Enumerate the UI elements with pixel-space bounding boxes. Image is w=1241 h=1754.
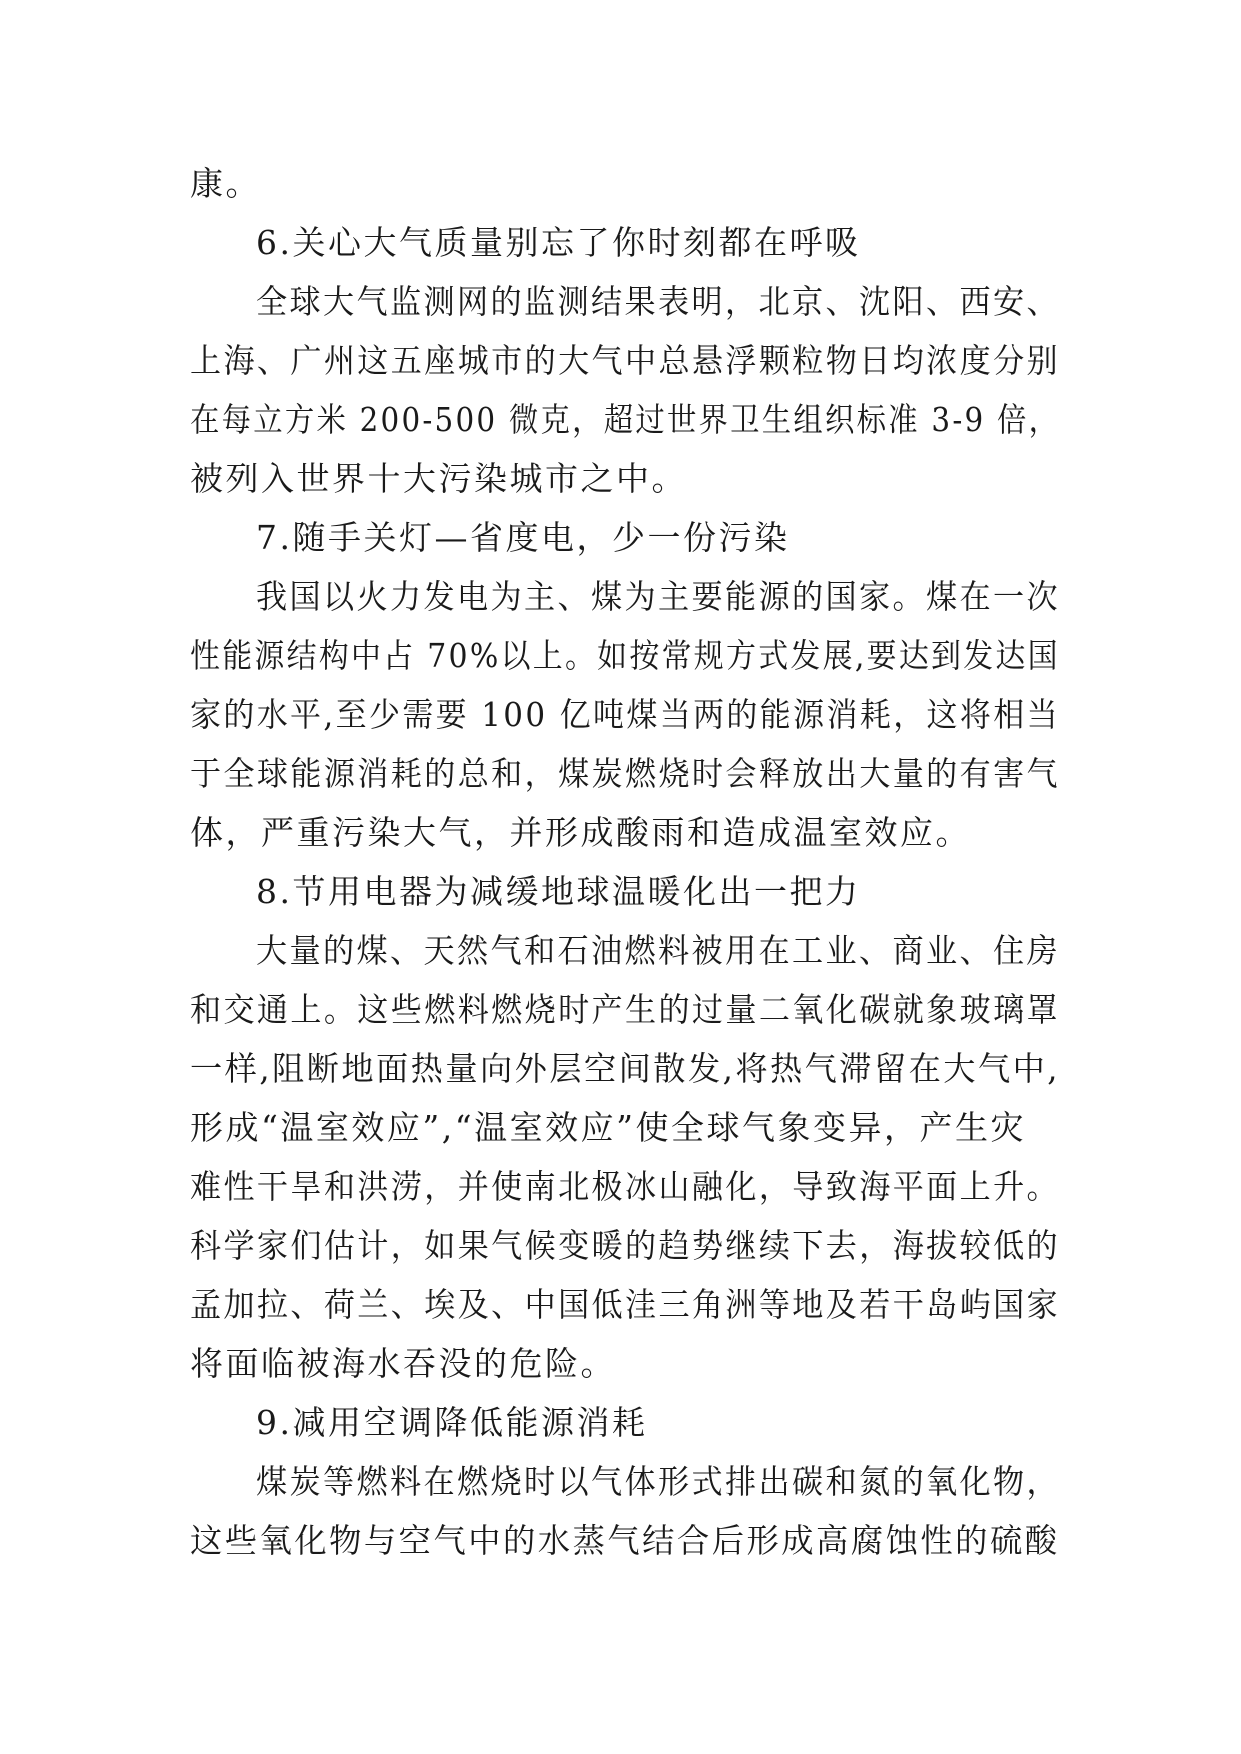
text-line: 被列入世界十大污染城市之中。 [190, 459, 687, 498]
text-line: 孟加拉、荷兰、埃及、中国低洼三角洲等地及若干岛屿国家 [190, 1285, 1060, 1324]
text-line: 煤炭等燃料在燃烧时以气体形式排出碳和氮的氧化物， [256, 1462, 1060, 1501]
section-heading: 9.减用空调降低能源消耗 [256, 1403, 648, 1442]
text-line: 难性干旱和洪涝，并使南北极冰山融化，导致海平面上升。 [190, 1167, 1060, 1206]
text-line: 我国以火力发电为主、煤为主要能源的国家。煤在一次 [256, 577, 1060, 616]
text-line: 科学家们估计，如果气候变暖的趋势继续下去，海拔较低的 [190, 1226, 1060, 1265]
text-line: 和交通上。这些燃料燃烧时产生的过量二氧化碳就象玻璃罩 [190, 990, 1060, 1029]
section-heading: 7.随手关灯—省度电，少一份污染 [256, 518, 790, 557]
text-line: 上海、广州这五座城市的大气中总悬浮颗粒物日均浓度分别 [190, 341, 1060, 380]
text-line: 于全球能源消耗的总和，煤炭燃烧时会释放出大量的有害气 [190, 754, 1060, 793]
text-line: 一样,阻断地面热量向外层空间散发,将热气滞留在大气中, [190, 1049, 1060, 1088]
section-heading: 8.节用电器为减缓地球温暖化出一把力 [256, 872, 861, 911]
text-line: 这些氧化物与空气中的水蒸气结合后形成高腐蚀性的硫酸 [190, 1521, 1060, 1560]
text-line: 性能源结构中占 70%以上。如按常规方式发展,要达到发达国 [190, 636, 1060, 675]
text-line: 形成“温室效应”,“温室效应”使全球气象变异，产生灾 [190, 1108, 1026, 1147]
text-line: 康。 [190, 164, 261, 203]
text-line: 家的水平,至少需要 100 亿吨煤当两的能源消耗，这将相当 [190, 695, 1060, 734]
text-line: 全球大气监测网的监测结果表明，北京、沈阳、西安、 [256, 282, 1060, 321]
text-line: 将面临被海水吞没的危险。 [190, 1344, 616, 1383]
text-line: 体，严重污染大气，并形成酸雨和造成温室效应。 [190, 813, 971, 852]
section-heading: 6.关心大气质量别忘了你时刻都在呼吸 [256, 223, 861, 262]
text-line: 大量的煤、天然气和石油燃料被用在工业、商业、住房 [256, 931, 1060, 970]
text-line: 在每立方米 200-500 微克，超过世界卫生组织标准 3-9 倍， [190, 400, 1061, 439]
